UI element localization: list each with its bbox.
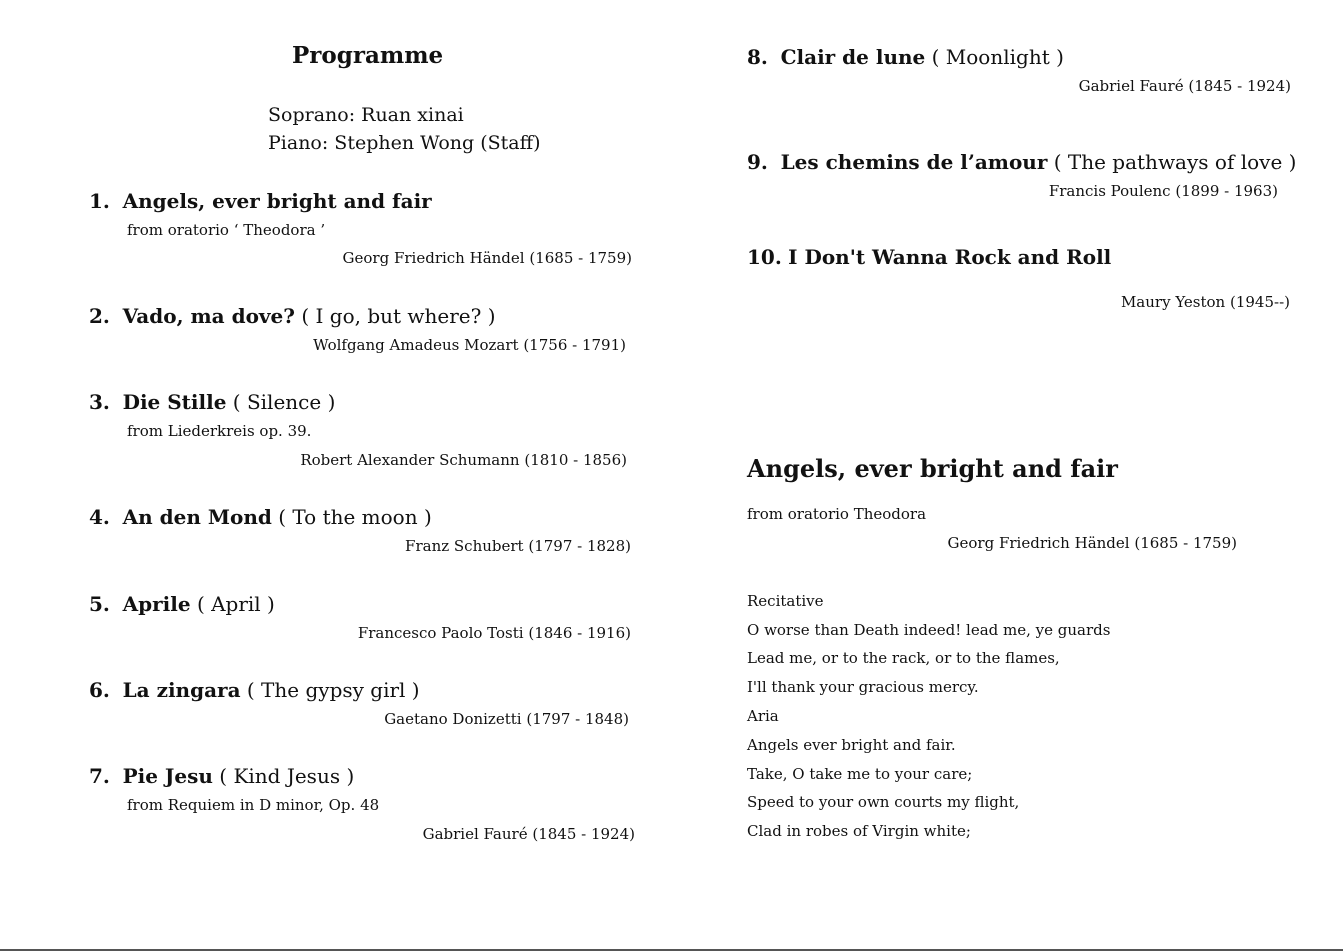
programme-item-9 <box>747 150 1296 174</box>
item-composer: Franz Schubert (1797 - 1828) <box>405 537 631 555</box>
piano-credit: Piano: Stephen Wong (Staff) <box>268 132 541 154</box>
lyric-line: I'll thank your gracious mercy. <box>747 678 979 696</box>
item-translation: ( April ) <box>196 592 275 616</box>
item-number: 3. <box>89 390 110 414</box>
item-number: 1. <box>89 189 110 213</box>
lyrics-source: from oratorio Theodora <box>747 505 927 523</box>
item-title: Aprile <box>122 592 191 616</box>
item-title: Die Stille <box>122 390 227 414</box>
lyric-line: Take, O take me to your care; <box>747 765 973 783</box>
programme-item-1 <box>89 189 432 213</box>
item-translation: ( Moonlight ) <box>931 45 1064 69</box>
item-number: 7. <box>89 764 110 788</box>
item-number: 8. <box>747 45 768 69</box>
programme-item-4 <box>89 505 432 529</box>
item-title: I Don't Wanna Rock and Roll <box>788 245 1112 269</box>
item-translation: ( I go, but where? ) <box>301 304 496 328</box>
item-composer: Georg Friedrich Händel (1685 - 1759) <box>342 249 632 267</box>
item-title: An den Mond <box>122 505 272 529</box>
lyric-line: Clad in robes of Virgin white; <box>747 822 971 840</box>
lyric-line: O worse than Death indeed! lead me, ye guards <box>747 621 1111 639</box>
item-composer: Robert Alexander Schumann (1810 - 1856) <box>300 451 627 469</box>
item-number: 5. <box>89 592 110 616</box>
item-title: Pie Jesu <box>122 764 213 788</box>
item-translation: ( To the moon ) <box>278 505 432 529</box>
item-translation: ( Kind Jesus ) <box>219 764 355 788</box>
item-number: 4. <box>89 505 110 529</box>
item-source: from oratorio ‘ Theodora ’ <box>127 221 326 239</box>
lyrics-title: Angels, ever bright and fair <box>747 454 1118 483</box>
item-translation: ( The pathways of love ) <box>1053 150 1297 174</box>
item-title: Vado, ma dove? <box>122 304 295 328</box>
item-source: from Liederkreis op. 39. <box>127 422 312 440</box>
item-translation: ( Silence ) <box>232 390 336 414</box>
item-title: Clair de lune <box>780 45 926 69</box>
programme-item-7 <box>89 764 354 788</box>
item-source: from Requiem in D minor, Op. 48 <box>127 796 380 814</box>
item-composer: Maury Yeston (1945--) <box>1120 293 1290 311</box>
item-number: 10. <box>747 245 782 269</box>
lyric-line: Lead me, or to the rack, or to the flames, <box>747 649 1060 667</box>
programme-item-6 <box>89 678 420 702</box>
programme-item-10 <box>747 245 1111 269</box>
programme-item-8 <box>747 45 1064 69</box>
programme-title: Programme <box>292 42 444 69</box>
item-title: Angels, ever bright and fair <box>122 189 432 213</box>
lyric-line: Aria <box>747 707 779 725</box>
item-composer: Wolfgang Amadeus Mozart (1756 - 1791) <box>313 336 626 354</box>
soprano-credit: Soprano: Ruan xinai <box>268 104 464 126</box>
item-composer: Francis Poulenc (1899 - 1963) <box>1048 182 1278 200</box>
lyric-line: Angels ever bright and fair. <box>747 736 956 754</box>
item-composer: Gabriel Fauré (1845 - 1924) <box>1078 77 1291 95</box>
item-title: Les chemins de l’amour <box>780 150 1048 174</box>
item-composer: Gaetano Donizetti (1797 - 1848) <box>384 710 629 728</box>
item-number: 9. <box>747 150 768 174</box>
item-composer: Francesco Paolo Tosti (1846 - 1916) <box>357 624 631 642</box>
item-composer: Gabriel Fauré (1845 - 1924) <box>422 825 635 843</box>
item-number: 2. <box>89 304 110 328</box>
programme-item-3 <box>89 390 335 414</box>
lyric-line: Speed to your own courts my flight, <box>747 793 1020 811</box>
programme-item-2 <box>89 304 496 328</box>
lyric-line: Recitative <box>747 592 824 610</box>
programme-item-5 <box>89 592 275 616</box>
item-translation: ( The gypsy girl ) <box>246 678 420 702</box>
item-number: 6. <box>89 678 110 702</box>
lyrics-composer: Georg Friedrich Händel (1685 - 1759) <box>947 534 1237 552</box>
item-title: La zingara <box>122 678 241 702</box>
